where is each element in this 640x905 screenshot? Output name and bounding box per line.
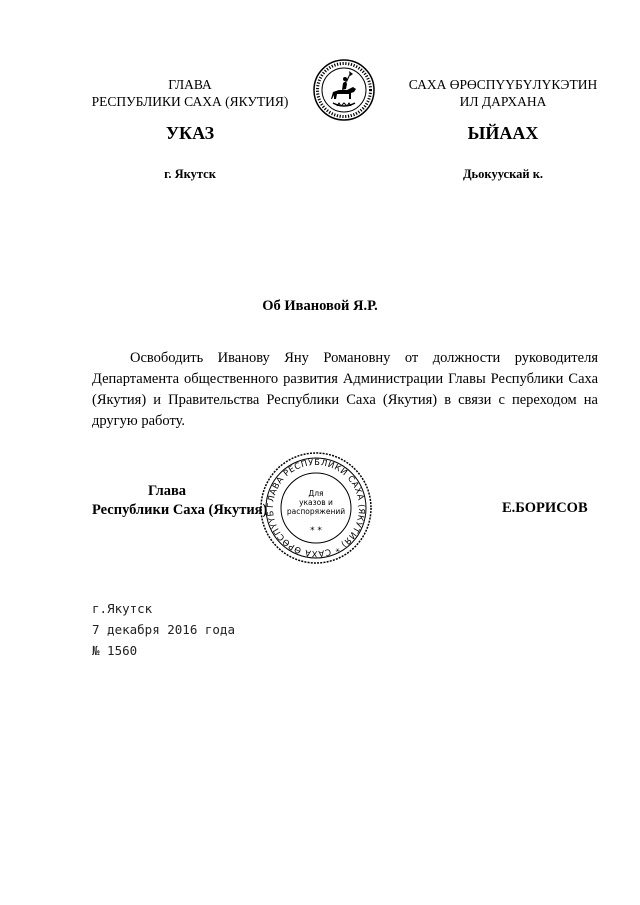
document-subject: Об Ивановой Я.Р. [262, 298, 378, 314]
document-body: Освободить Иванову Яну Романовну от должности руководителя Департамента общественного развития Администрации Главы Республики Саха (Якутия) и Правительства Республики Саха (Якутия) в связи с переходом на другую работу. [92, 350, 598, 429]
header-right [390, 76, 616, 110]
header-right-line1: САХА ӨРӨСПҮҮБҮЛҮКЭТИН [408, 77, 598, 92]
title-yiaakh: ЫЙААХ [467, 123, 539, 143]
seal-inner-line1: Для указов и распоряжений [286, 489, 346, 516]
header-left-line2: РЕСПУБЛИКИ САХА (ЯКУТИЯ) [91, 94, 289, 109]
document-footer [92, 598, 235, 661]
signature-position [92, 482, 267, 520]
coat-of-arms-emblem [313, 59, 375, 121]
city-right: Дьокуускай к. [462, 167, 544, 181]
footer-number: № 1560 [92, 643, 138, 658]
title-ukaz: УКАЗ [165, 123, 215, 143]
header-left-line1: ГЛАВА [168, 77, 212, 92]
svg-text:* *: * * [310, 526, 322, 536]
official-seal-stamp [259, 451, 373, 565]
header-left [70, 76, 310, 110]
seal-outer-text: ГЛАВА РЕСПУБЛИКИ САХА (ЯКУТИЯ) * САХА ӨРӨСПҮҮБ [264, 456, 368, 560]
header-right-line2: ИЛ ДАРХАНА [459, 94, 547, 109]
city-left: г. Якутск [164, 167, 216, 181]
signature-position-line2: Республики Саха (Якутия) [92, 502, 268, 518]
footer-date: 7 декабря 2016 года [92, 622, 235, 637]
footer-city: г.Якутск [92, 601, 153, 616]
signature-position-line1: Глава [148, 483, 187, 499]
signature-name: Е.БОРИСОВ [502, 500, 588, 516]
